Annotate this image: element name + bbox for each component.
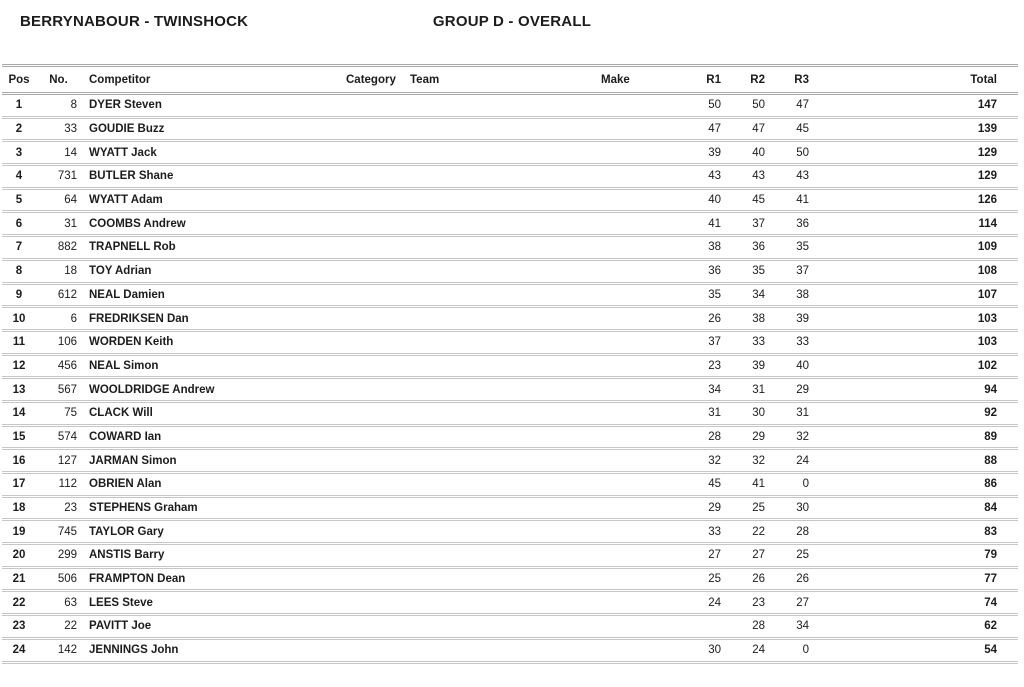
team-cell [406,520,597,544]
r3-cell: 29 [768,378,812,402]
r3-cell: 25 [768,544,812,568]
competitor-cell: ANSTIS Barry [81,544,342,568]
r3-cell: 24 [768,449,812,473]
number-cell: 299 [36,544,81,568]
team-cell [406,425,597,449]
col-header-team: Team [406,66,597,94]
r3-cell: 47 [768,94,812,118]
event-title: BERRYNABOUR - TWINSHOCK [20,13,249,30]
r3-cell: 32 [768,425,812,449]
table-row [2,307,1018,331]
number-cell: 63 [36,591,81,615]
col-header-category: Category [342,66,406,94]
r2-cell: 50 [724,94,768,118]
number-cell: 106 [36,330,81,354]
col-header-make: Make [597,66,692,94]
category-cell [342,307,406,331]
pos-cell: 5 [2,188,36,212]
make-cell [597,188,692,212]
r2-cell: 35 [724,259,768,283]
r1-cell: 23 [692,354,724,378]
r2-cell: 33 [724,330,768,354]
total-cell: 74 [812,591,1018,615]
number-cell: 127 [36,449,81,473]
r1-cell: 50 [692,94,724,118]
make-cell [597,354,692,378]
total-cell: 109 [812,236,1018,260]
number-cell: 33 [36,117,81,141]
category-cell [342,544,406,568]
total-cell: 94 [812,378,1018,402]
team-cell [406,401,597,425]
r3-cell: 41 [768,188,812,212]
table-row [2,117,1018,141]
r1-cell: 47 [692,117,724,141]
category-cell [342,473,406,497]
r1-cell: 39 [692,141,724,165]
r3-cell: 40 [768,354,812,378]
pos-cell: 15 [2,425,36,449]
category-cell [342,259,406,283]
r1-cell: 29 [692,496,724,520]
team-cell [406,449,597,473]
r3-cell: 30 [768,496,812,520]
table-row [2,330,1018,354]
competitor-cell: LEES Steve [81,591,342,615]
results-table [2,64,1018,664]
category-cell [342,165,406,189]
pos-cell: 13 [2,378,36,402]
competitor-cell: COWARD Ian [81,425,342,449]
number-cell: 18 [36,259,81,283]
total-cell: 129 [812,165,1018,189]
total-cell: 77 [812,567,1018,591]
col-header-r1: R1 [692,66,724,94]
number-cell: 31 [36,212,81,236]
category-cell [342,378,406,402]
r1-cell: 43 [692,165,724,189]
category-cell [342,283,406,307]
number-cell: 22 [36,615,81,639]
r3-cell: 0 [768,473,812,497]
total-cell: 62 [812,615,1018,639]
number-cell: 14 [36,141,81,165]
team-cell [406,496,597,520]
r1-cell: 33 [692,520,724,544]
table-row [2,425,1018,449]
make-cell [597,236,692,260]
team-cell [406,188,597,212]
table-row [2,94,1018,118]
total-cell: 79 [812,544,1018,568]
r1-cell: 35 [692,283,724,307]
table-row [2,496,1018,520]
r1-cell: 41 [692,212,724,236]
make-cell [597,141,692,165]
r1-cell: 34 [692,378,724,402]
number-cell: 112 [36,473,81,497]
col-header-competitor: Competitor [81,66,342,94]
number-cell: 574 [36,425,81,449]
number-cell: 142 [36,638,81,662]
category-cell [342,425,406,449]
table-row [2,615,1018,639]
competitor-cell: WOOLDRIDGE Andrew [81,378,342,402]
competitor-cell: NEAL Simon [81,354,342,378]
make-cell [597,117,692,141]
r2-cell: 24 [724,638,768,662]
col-header-r2: R2 [724,66,768,94]
table-row [2,165,1018,189]
r3-cell: 38 [768,283,812,307]
r1-cell [692,615,724,639]
r3-cell: 28 [768,520,812,544]
pos-cell: 1 [2,94,36,118]
r2-cell: 23 [724,591,768,615]
number-cell: 745 [36,520,81,544]
r3-cell: 27 [768,591,812,615]
team-cell [406,212,597,236]
make-cell [597,496,692,520]
total-cell: 126 [812,188,1018,212]
total-cell: 129 [812,141,1018,165]
r2-cell: 39 [724,354,768,378]
team-cell [406,94,597,118]
r2-cell: 25 [724,496,768,520]
competitor-cell: JARMAN Simon [81,449,342,473]
competitor-cell: TRAPNELL Rob [81,236,342,260]
r3-cell: 37 [768,259,812,283]
pos-cell: 18 [2,496,36,520]
category-cell [342,236,406,260]
r2-cell: 26 [724,567,768,591]
category-cell [342,401,406,425]
competitor-cell: GOUDIE Buzz [81,117,342,141]
competitor-cell: TAYLOR Gary [81,520,342,544]
total-cell: 114 [812,212,1018,236]
competitor-cell: DYER Steven [81,94,342,118]
pos-cell: 16 [2,449,36,473]
total-cell: 54 [812,638,1018,662]
pos-cell: 22 [2,591,36,615]
make-cell [597,259,692,283]
header-row [2,66,1018,94]
r2-cell: 36 [724,236,768,260]
competitor-cell: WYATT Jack [81,141,342,165]
number-cell: 612 [36,283,81,307]
r1-cell: 31 [692,401,724,425]
make-cell [597,591,692,615]
r1-cell: 40 [692,188,724,212]
make-cell [597,401,692,425]
make-cell [597,638,692,662]
r2-cell: 29 [724,425,768,449]
table-row [2,259,1018,283]
category-cell [342,188,406,212]
competitor-cell: CLACK Will [81,401,342,425]
r2-cell: 30 [724,401,768,425]
category-cell [342,591,406,615]
r3-cell: 35 [768,236,812,260]
total-cell: 103 [812,307,1018,331]
number-cell: 882 [36,236,81,260]
r3-cell: 34 [768,615,812,639]
team-cell [406,354,597,378]
r2-cell: 45 [724,188,768,212]
number-cell: 23 [36,496,81,520]
pos-cell: 23 [2,615,36,639]
make-cell [597,165,692,189]
make-cell [597,520,692,544]
table-row [2,236,1018,260]
competitor-cell: COOMBS Andrew [81,212,342,236]
team-cell [406,567,597,591]
team-cell [406,378,597,402]
make-cell [597,330,692,354]
r2-cell: 43 [724,165,768,189]
make-cell [597,615,692,639]
table-row [2,544,1018,568]
category-cell [342,330,406,354]
table-row [2,378,1018,402]
total-cell: 107 [812,283,1018,307]
r3-cell: 0 [768,638,812,662]
total-cell: 86 [812,473,1018,497]
pos-cell: 20 [2,544,36,568]
team-cell [406,615,597,639]
team-cell [406,473,597,497]
team-cell [406,330,597,354]
team-cell [406,259,597,283]
category-cell [342,520,406,544]
r1-cell: 24 [692,591,724,615]
total-cell: 84 [812,496,1018,520]
r1-cell: 27 [692,544,724,568]
number-cell: 731 [36,165,81,189]
r1-cell: 32 [692,449,724,473]
r3-cell: 45 [768,117,812,141]
competitor-cell: BUTLER Shane [81,165,342,189]
number-cell: 75 [36,401,81,425]
pos-cell: 19 [2,520,36,544]
competitor-cell: NEAL Damien [81,283,342,307]
team-cell [406,236,597,260]
r2-cell: 38 [724,307,768,331]
r2-cell: 22 [724,520,768,544]
r2-cell: 40 [724,141,768,165]
r3-cell: 43 [768,165,812,189]
pos-cell: 2 [2,117,36,141]
competitor-cell: WYATT Adam [81,188,342,212]
r3-cell: 50 [768,141,812,165]
total-cell: 102 [812,354,1018,378]
r2-cell: 34 [724,283,768,307]
r1-cell: 28 [692,425,724,449]
make-cell [597,473,692,497]
r2-cell: 47 [724,117,768,141]
category-cell [342,94,406,118]
r3-cell: 26 [768,567,812,591]
competitor-cell: PAVITT Joe [81,615,342,639]
pos-cell: 24 [2,638,36,662]
r2-cell: 27 [724,544,768,568]
group-title: GROUP D - OVERALL [432,13,592,30]
total-cell: 83 [812,520,1018,544]
table-row [2,449,1018,473]
col-header-r3: R3 [768,66,812,94]
col-header-pos: Pos [2,66,36,94]
r1-cell: 45 [692,473,724,497]
team-cell [406,117,597,141]
make-cell [597,544,692,568]
pos-cell: 10 [2,307,36,331]
pos-cell: 17 [2,473,36,497]
r1-cell: 25 [692,567,724,591]
number-cell: 6 [36,307,81,331]
make-cell [597,567,692,591]
r2-cell: 37 [724,212,768,236]
make-cell [597,307,692,331]
table-row [2,141,1018,165]
number-cell: 506 [36,567,81,591]
col-header-total: Total [812,66,1018,94]
pos-cell: 7 [2,236,36,260]
r1-cell: 30 [692,638,724,662]
team-cell [406,141,597,165]
total-cell: 88 [812,449,1018,473]
r3-cell: 33 [768,330,812,354]
pos-cell: 6 [2,212,36,236]
total-cell: 92 [812,401,1018,425]
table-row [2,212,1018,236]
table-row [2,188,1018,212]
competitor-cell: WORDEN Keith [81,330,342,354]
pos-cell: 8 [2,259,36,283]
table-row [2,567,1018,591]
team-cell [406,591,597,615]
competitor-cell: OBRIEN Alan [81,473,342,497]
category-cell [342,449,406,473]
pos-cell: 14 [2,401,36,425]
table-row [2,283,1018,307]
r1-cell: 37 [692,330,724,354]
pos-cell: 21 [2,567,36,591]
number-cell: 8 [36,94,81,118]
r3-cell: 36 [768,212,812,236]
competitor-cell: FRAMPTON Dean [81,567,342,591]
col-header-number: No. [36,66,81,94]
category-cell [342,567,406,591]
r1-cell: 26 [692,307,724,331]
number-cell: 64 [36,188,81,212]
category-cell [342,638,406,662]
r2-cell: 31 [724,378,768,402]
team-cell [406,638,597,662]
r2-cell: 32 [724,449,768,473]
r1-cell: 38 [692,236,724,260]
category-cell [342,615,406,639]
competitor-cell: JENNINGS John [81,638,342,662]
make-cell [597,283,692,307]
table-row [2,401,1018,425]
pos-cell: 4 [2,165,36,189]
table-row [2,354,1018,378]
make-cell [597,378,692,402]
pos-cell: 9 [2,283,36,307]
r3-cell: 31 [768,401,812,425]
category-cell [342,117,406,141]
r2-cell: 28 [724,615,768,639]
number-cell: 567 [36,378,81,402]
team-cell [406,544,597,568]
pos-cell: 12 [2,354,36,378]
category-cell [342,212,406,236]
pos-cell: 11 [2,330,36,354]
total-cell: 89 [812,425,1018,449]
number-cell: 456 [36,354,81,378]
total-cell: 108 [812,259,1018,283]
make-cell [597,449,692,473]
total-cell: 147 [812,94,1018,118]
r1-cell: 36 [692,259,724,283]
competitor-cell: TOY Adrian [81,259,342,283]
make-cell [597,94,692,118]
pos-cell: 3 [2,141,36,165]
competitor-cell: STEPHENS Graham [81,496,342,520]
total-cell: 139 [812,117,1018,141]
make-cell [597,425,692,449]
table-row [2,638,1018,662]
team-cell [406,283,597,307]
competitor-cell: FREDRIKSEN Dan [81,307,342,331]
table-row [2,591,1018,615]
table-row [2,520,1018,544]
total-cell: 103 [812,330,1018,354]
make-cell [597,212,692,236]
table-row [2,473,1018,497]
category-cell [342,141,406,165]
category-cell [342,496,406,520]
team-cell [406,165,597,189]
r2-cell: 41 [724,473,768,497]
r3-cell: 39 [768,307,812,331]
team-cell [406,307,597,331]
category-cell [342,354,406,378]
